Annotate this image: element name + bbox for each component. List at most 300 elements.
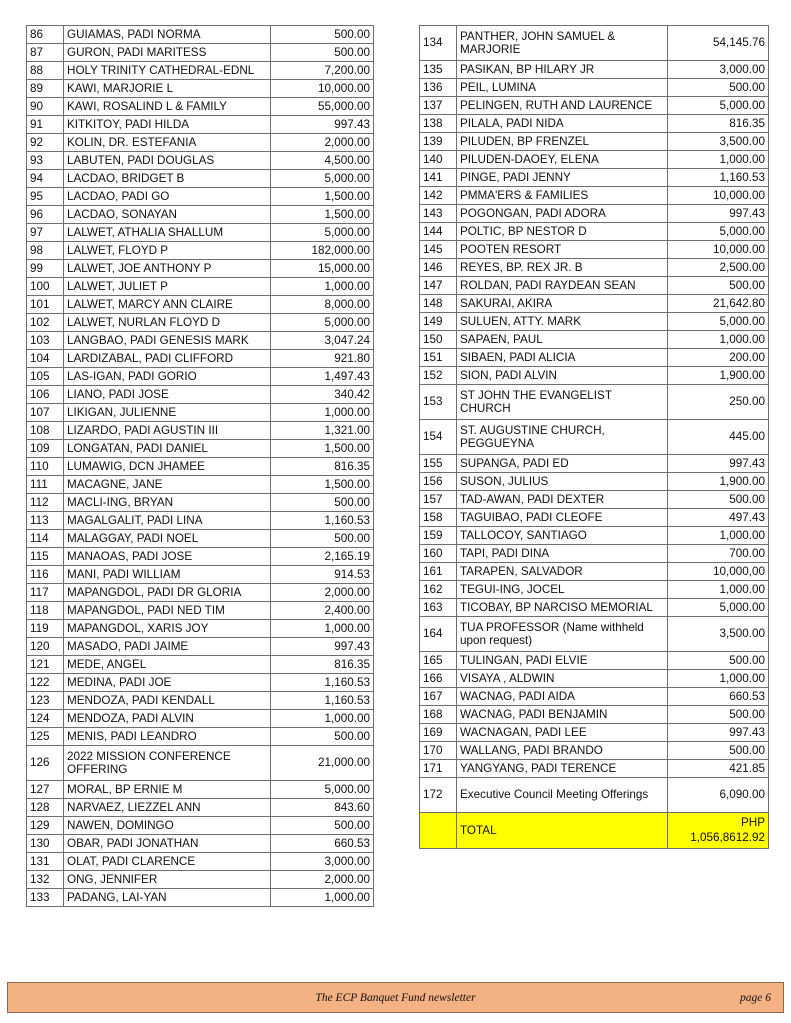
contributor-name: PMMA'ERS & FAMILIES <box>457 187 668 205</box>
entry-number: 119 <box>27 620 64 638</box>
contributor-name: LONGATAN, PADI DANIEL <box>64 440 271 458</box>
entry-number: 100 <box>27 278 64 296</box>
contributor-name: PELINGEN, RUTH AND LAURENCE <box>457 97 668 115</box>
contribution-amount: 15,000.00 <box>271 260 374 278</box>
table-row <box>27 206 374 224</box>
table-row <box>420 509 769 527</box>
contribution-amount: 500.00 <box>271 817 374 835</box>
table-row <box>27 170 374 188</box>
contributor-name: MAPANGDOL, XARIS JOY <box>64 620 271 638</box>
table-row <box>27 548 374 566</box>
table-row <box>27 638 374 656</box>
table-row <box>420 670 769 688</box>
contributor-name: MENDOZA, PADI KENDALL <box>64 692 271 710</box>
contribution-amount: 843.60 <box>271 799 374 817</box>
entry-number: 128 <box>27 799 64 817</box>
table-row <box>27 889 374 907</box>
contribution-amount: 497.43 <box>668 509 769 527</box>
contributor-name: MEDINA, PADI JOE <box>64 674 271 692</box>
total-row <box>420 813 769 849</box>
entry-number: 95 <box>27 188 64 206</box>
contribution-amount: 700.00 <box>668 545 769 563</box>
contribution-amount: 2,000.00 <box>271 584 374 602</box>
entry-number: 111 <box>27 476 64 494</box>
table-row <box>27 566 374 584</box>
table-row <box>27 494 374 512</box>
table-row <box>420 491 769 509</box>
table-row <box>420 706 769 724</box>
entry-number: 168 <box>420 706 457 724</box>
contribution-amount: 816.35 <box>271 458 374 476</box>
table-row <box>420 688 769 706</box>
contribution-amount: 1,000.00 <box>668 527 769 545</box>
newsletter-title: The ECP Banquet Fund newsletter <box>315 992 476 1004</box>
contributor-name: LALWET, ATHALIA SHALLUM <box>64 224 271 242</box>
contribution-amount: 1,000.00 <box>271 278 374 296</box>
contributor-name: LACDAO, SONAYAN <box>64 206 271 224</box>
contributor-name: LARDIZABAL, PADI CLIFFORD <box>64 350 271 368</box>
contribution-amount: 1,500.00 <box>271 440 374 458</box>
contribution-amount: 500.00 <box>668 652 769 670</box>
entry-number: 157 <box>420 491 457 509</box>
contribution-amount: 1,000.00 <box>668 331 769 349</box>
entry-number: 149 <box>420 313 457 331</box>
contributor-name: POOTEN RESORT <box>457 241 668 259</box>
contributor-name: SIBAEN, PADI ALICIA <box>457 349 668 367</box>
contributor-name: LALWET, NURLAN FLOYD D <box>64 314 271 332</box>
entry-number: 153 <box>420 385 457 420</box>
entry-number: 94 <box>27 170 64 188</box>
contributor-name: LUMAWIG, DCN JHAMEE <box>64 458 271 476</box>
contribution-amount: 421.85 <box>668 760 769 778</box>
entry-number: 116 <box>27 566 64 584</box>
entry-number: 103 <box>27 332 64 350</box>
table-row <box>420 241 769 259</box>
contributor-name: MASADO, PADI JAIME <box>64 638 271 656</box>
contributor-name: PANTHER, JOHN SAMUEL & MARJORIE <box>457 26 668 61</box>
contribution-amount: 997.43 <box>271 116 374 134</box>
contribution-amount: 2,000.00 <box>271 871 374 889</box>
contributor-name: SAKURAI, AKIRA <box>457 295 668 313</box>
contribution-amount: 3,000.00 <box>668 61 769 79</box>
contributor-name: ONG, JENNIFER <box>64 871 271 889</box>
contributor-name: KITKITOY, PADI HILDA <box>64 116 271 134</box>
contributor-name: SUSON, JULIUS <box>457 473 668 491</box>
total-amount: 1,056,8612.92 <box>690 830 765 844</box>
entry-number: 155 <box>420 455 457 473</box>
entry-number: 115 <box>27 548 64 566</box>
table-row <box>420 760 769 778</box>
table-row <box>27 44 374 62</box>
contributor-name: MANAOAS, PADI JOSE <box>64 548 271 566</box>
contributor-name: VISAYA , ALDWIN <box>457 670 668 688</box>
entry-number: 90 <box>27 98 64 116</box>
contribution-amount: 1,900.00 <box>668 473 769 491</box>
contribution-amount: 500.00 <box>271 494 374 512</box>
entry-number: 171 <box>420 760 457 778</box>
entry-number: 148 <box>420 295 457 313</box>
contributor-name: WALLANG, PADI BRANDO <box>457 742 668 760</box>
contributor-name: TAD-AWAN, PADI DEXTER <box>457 491 668 509</box>
contributor-name: LAS-IGAN, PADI GORIO <box>64 368 271 386</box>
table-row <box>420 26 769 61</box>
table-row <box>420 581 769 599</box>
contributor-name: LACDAO, PADI GO <box>64 188 271 206</box>
entry-number: 97 <box>27 224 64 242</box>
entry-number: 91 <box>27 116 64 134</box>
contribution-amount: 500.00 <box>668 491 769 509</box>
entry-number: 124 <box>27 710 64 728</box>
contribution-amount: 1,160.53 <box>271 674 374 692</box>
entry-number: 117 <box>27 584 64 602</box>
contributor-name: LIANO, PADI JOSE <box>64 386 271 404</box>
contributor-name: TEGUI-ING, JOCEL <box>457 581 668 599</box>
table-row <box>420 545 769 563</box>
table-row <box>420 652 769 670</box>
table-row <box>420 455 769 473</box>
table-row <box>27 260 374 278</box>
contribution-amount: 2,500.00 <box>668 259 769 277</box>
table-row <box>27 728 374 746</box>
table-row <box>420 169 769 187</box>
table-row <box>27 871 374 889</box>
contributor-name: MENDOZA, PADI ALVIN <box>64 710 271 728</box>
entry-number: 108 <box>27 422 64 440</box>
contributor-name: OBAR, PADI JONATHAN <box>64 835 271 853</box>
table-row <box>420 205 769 223</box>
table-row <box>27 404 374 422</box>
table-row <box>27 296 374 314</box>
entry-number: 92 <box>27 134 64 152</box>
contributor-name: LIZARDO, PADI AGUSTIN III <box>64 422 271 440</box>
contributor-name: WACNAGAN, PADI LEE <box>457 724 668 742</box>
contribution-amount: 1,160.53 <box>668 169 769 187</box>
table-row <box>420 151 769 169</box>
contribution-amount: 500.00 <box>668 79 769 97</box>
contribution-amount: 1,000.00 <box>271 404 374 422</box>
contributor-name: SULUEN, ATTY. MARK <box>457 313 668 331</box>
table-row <box>27 746 374 781</box>
table-row <box>420 97 769 115</box>
table-row <box>27 242 374 260</box>
contribution-amount: 816.35 <box>271 656 374 674</box>
table-row <box>420 277 769 295</box>
table-row <box>420 473 769 491</box>
contributor-name: MACAGNE, JANE <box>64 476 271 494</box>
contributor-name: LANGBAO, PADI GENESIS MARK <box>64 332 271 350</box>
contribution-amount: 55,000.00 <box>271 98 374 116</box>
contribution-amount: 1,000.00 <box>668 581 769 599</box>
contribution-amount: 6,090.00 <box>668 778 769 813</box>
entry-number: 109 <box>27 440 64 458</box>
contributor-name: MAGALGALIT, PADI LINA <box>64 512 271 530</box>
contribution-amount: 500.00 <box>271 728 374 746</box>
entry-number: 106 <box>27 386 64 404</box>
contributor-name: GUIAMAS, PADI NORMA <box>64 26 271 44</box>
entry-number: 122 <box>27 674 64 692</box>
contribution-amount: 3,047.24 <box>271 332 374 350</box>
contribution-amount: 340.42 <box>271 386 374 404</box>
table-row <box>420 61 769 79</box>
entry-number: 120 <box>27 638 64 656</box>
contribution-amount: 1,160.53 <box>271 512 374 530</box>
entry-number: 87 <box>27 44 64 62</box>
entry-number: 162 <box>420 581 457 599</box>
contribution-amount: 1,160.53 <box>271 692 374 710</box>
contributors-table-left-body <box>27 26 374 907</box>
contributor-name: Executive Council Meeting Offerings <box>457 778 668 813</box>
entry-number: 137 <box>420 97 457 115</box>
contributor-name: PILALA, PADI NIDA <box>457 115 668 133</box>
entry-number: 165 <box>420 652 457 670</box>
contributor-name: YANGYANG, PADI TERENCE <box>457 760 668 778</box>
table-row <box>420 259 769 277</box>
contribution-amount: 1,000.00 <box>271 889 374 907</box>
contribution-amount: 997.43 <box>668 455 769 473</box>
entry-number: 169 <box>420 724 457 742</box>
contributor-name: SUPANGA, PADI ED <box>457 455 668 473</box>
table-row <box>420 742 769 760</box>
page-number: page 6 <box>740 992 771 1004</box>
contributor-name: NAWEN, DOMINGO <box>64 817 271 835</box>
entry-number: 125 <box>27 728 64 746</box>
entry-number: 150 <box>420 331 457 349</box>
table-row <box>420 385 769 420</box>
entry-number: 104 <box>27 350 64 368</box>
entry-number: 136 <box>420 79 457 97</box>
contributor-name: TAPI, PADI DINA <box>457 545 668 563</box>
entry-number: 110 <box>27 458 64 476</box>
contribution-amount: 500.00 <box>271 530 374 548</box>
entry-number: 131 <box>27 853 64 871</box>
contribution-amount: 10,000.00 <box>668 187 769 205</box>
contribution-amount: 2,165.19 <box>271 548 374 566</box>
contribution-amount: 5,000.00 <box>668 313 769 331</box>
contributor-name: TICOBAY, BP NARCISO MEMORIAL <box>457 599 668 617</box>
contribution-amount: 997.43 <box>668 205 769 223</box>
entry-number: 127 <box>27 781 64 799</box>
contribution-amount: 2,000.00 <box>271 134 374 152</box>
contributor-name: TALLOCOY, SANTIAGO <box>457 527 668 545</box>
contribution-amount: 182,000.00 <box>271 242 374 260</box>
table-row <box>420 349 769 367</box>
table-row <box>420 420 769 455</box>
table-row <box>420 115 769 133</box>
total-amount-cell <box>668 813 769 849</box>
contributor-name: SAPAEN, PAUL <box>457 331 668 349</box>
entry-number: 118 <box>27 602 64 620</box>
contributor-name: WACNAG, PADI BENJAMIN <box>457 706 668 724</box>
contribution-amount: 1,000.00 <box>668 670 769 688</box>
table-row <box>420 313 769 331</box>
contribution-amount: 1,000.00 <box>668 151 769 169</box>
table-row <box>27 278 374 296</box>
contribution-amount: 8,000.00 <box>271 296 374 314</box>
contributor-name: LALWET, FLOYD P <box>64 242 271 260</box>
contributor-name: MACLI-ING, BRYAN <box>64 494 271 512</box>
contribution-amount: 3,500.00 <box>668 133 769 151</box>
table-row <box>420 187 769 205</box>
contribution-amount: 4,500.00 <box>271 152 374 170</box>
contribution-amount: 5,000.00 <box>668 97 769 115</box>
entry-number: 114 <box>27 530 64 548</box>
entry-number: 107 <box>27 404 64 422</box>
table-row <box>27 674 374 692</box>
entry-number: 86 <box>27 26 64 44</box>
contribution-amount: 7,200.00 <box>271 62 374 80</box>
page-footer <box>7 982 784 1013</box>
contributor-name: MENIS, PADI LEANDRO <box>64 728 271 746</box>
contribution-amount: 21,642.80 <box>668 295 769 313</box>
entry-number: 132 <box>27 871 64 889</box>
contribution-amount: 21,000.00 <box>271 746 374 781</box>
entry-number: 98 <box>27 242 64 260</box>
entry-number: 129 <box>27 817 64 835</box>
contributor-name: NARVAEZ, LIEZZEL ANN <box>64 799 271 817</box>
contributor-name: LALWET, MARCY ANN CLAIRE <box>64 296 271 314</box>
total-label: TOTAL <box>457 813 668 849</box>
contributor-name: KAWI, ROSALIND L & FAMILY <box>64 98 271 116</box>
contribution-amount: 5,000.00 <box>271 170 374 188</box>
entry-number: 139 <box>420 133 457 151</box>
contributor-name: PADANG, LAI-YAN <box>64 889 271 907</box>
contribution-amount: 445.00 <box>668 420 769 455</box>
table-row <box>27 368 374 386</box>
contribution-amount: 997.43 <box>668 724 769 742</box>
table-row <box>27 188 374 206</box>
contributor-name: MAPANGDOL, PADI NED TIM <box>64 602 271 620</box>
contributor-name: PILUDEN, BP FRENZEL <box>457 133 668 151</box>
contribution-amount: 660.53 <box>668 688 769 706</box>
table-row <box>27 152 374 170</box>
entry-number: 164 <box>420 617 457 652</box>
contribution-amount: 660.53 <box>271 835 374 853</box>
entry-number: 156 <box>420 473 457 491</box>
contributor-name: TARAPEN, SALVADOR <box>457 563 668 581</box>
table-row <box>420 223 769 241</box>
contribution-amount: 54,145.76 <box>668 26 769 61</box>
entry-number: 89 <box>27 80 64 98</box>
entry-number: 172 <box>420 778 457 813</box>
table-row <box>27 116 374 134</box>
contributor-name: ROLDAN, PADI RAYDEAN SEAN <box>457 277 668 295</box>
entry-number: 161 <box>420 563 457 581</box>
contribution-amount: 3,000.00 <box>271 853 374 871</box>
contributor-name: MALAGGAY, PADI NOEL <box>64 530 271 548</box>
contributor-name: PEIL, LUMINA <box>457 79 668 97</box>
table-row <box>27 26 374 44</box>
contributor-name: GURON, PADI MARITESS <box>64 44 271 62</box>
contribution-amount: 921.80 <box>271 350 374 368</box>
entry-number: 154 <box>420 420 457 455</box>
entry-number: 121 <box>27 656 64 674</box>
contribution-amount: 1,900.00 <box>668 367 769 385</box>
contribution-amount: 5,000.00 <box>668 223 769 241</box>
table-row <box>27 853 374 871</box>
contributor-name: 2022 MISSION CONFERENCE OFFERING <box>64 746 271 781</box>
contributor-name: POGONGAN, PADI ADORA <box>457 205 668 223</box>
entry-number: 112 <box>27 494 64 512</box>
contribution-amount: 200.00 <box>668 349 769 367</box>
entry-number: 88 <box>27 62 64 80</box>
contributor-name: HOLY TRINITY CATHEDRAL-EDNL <box>64 62 271 80</box>
contributors-table-left <box>26 25 374 907</box>
contributor-name: LABUTEN, PADI DOUGLAS <box>64 152 271 170</box>
table-row <box>27 799 374 817</box>
entry-number: 142 <box>420 187 457 205</box>
table-row <box>420 724 769 742</box>
table-row <box>27 476 374 494</box>
contributor-name: SION, PADI ALVIN <box>457 367 668 385</box>
entry-number: 141 <box>420 169 457 187</box>
entry-number: 140 <box>420 151 457 169</box>
contributors-table-right <box>419 25 769 849</box>
entry-number: 144 <box>420 223 457 241</box>
contribution-amount: 500.00 <box>668 706 769 724</box>
table-row <box>27 134 374 152</box>
contribution-amount: 3,500.00 <box>668 617 769 652</box>
contribution-amount: 500.00 <box>668 277 769 295</box>
contribution-amount: 5,000.00 <box>668 599 769 617</box>
entry-number: 147 <box>420 277 457 295</box>
table-row <box>27 817 374 835</box>
contribution-amount: 10,000.00 <box>668 241 769 259</box>
entry-number: 166 <box>420 670 457 688</box>
table-row <box>420 331 769 349</box>
table-row <box>27 224 374 242</box>
table-row <box>27 710 374 728</box>
contributors-table-right-body <box>420 26 769 813</box>
table-row <box>27 584 374 602</box>
contributor-name: TAGUIBAO, PADI CLEOFE <box>457 509 668 527</box>
table-row <box>27 656 374 674</box>
contribution-amount: 250.00 <box>668 385 769 420</box>
contributor-name: LACDAO, BRIDGET B <box>64 170 271 188</box>
table-row <box>420 599 769 617</box>
entry-number: 138 <box>420 115 457 133</box>
entry-number: 146 <box>420 259 457 277</box>
contributor-name: TULINGAN, PADI ELVIE <box>457 652 668 670</box>
contribution-amount: 1,000.00 <box>271 620 374 638</box>
entry-number: 96 <box>27 206 64 224</box>
contributor-name: ST JOHN THE EVANGELIST CHURCH <box>457 385 668 420</box>
contributor-name: PILUDEN-DAOEY, ELENA <box>457 151 668 169</box>
contributor-name: MANI, PADI WILLIAM <box>64 566 271 584</box>
table-row <box>420 133 769 151</box>
table-row <box>27 440 374 458</box>
contribution-amount: 1,500.00 <box>271 188 374 206</box>
contributor-name: LALWET, JULIET P <box>64 278 271 296</box>
entry-number: 152 <box>420 367 457 385</box>
entry-number: 99 <box>27 260 64 278</box>
table-row <box>420 79 769 97</box>
contribution-amount: 10,000,00 <box>668 563 769 581</box>
contributor-name: PINGE, PADI JENNY <box>457 169 668 187</box>
entry-number: 101 <box>27 296 64 314</box>
contribution-amount: 1,500.00 <box>271 476 374 494</box>
table-row <box>420 778 769 813</box>
table-row <box>27 620 374 638</box>
contribution-amount: 1,321.00 <box>271 422 374 440</box>
contributor-name: LIKIGAN, JULIENNE <box>64 404 271 422</box>
entry-number: 145 <box>420 241 457 259</box>
contribution-amount: 500.00 <box>271 44 374 62</box>
entry-number: 163 <box>420 599 457 617</box>
total-number-cell <box>420 813 457 849</box>
table-row <box>27 458 374 476</box>
contribution-amount: 10,000.00 <box>271 80 374 98</box>
table-row <box>27 386 374 404</box>
